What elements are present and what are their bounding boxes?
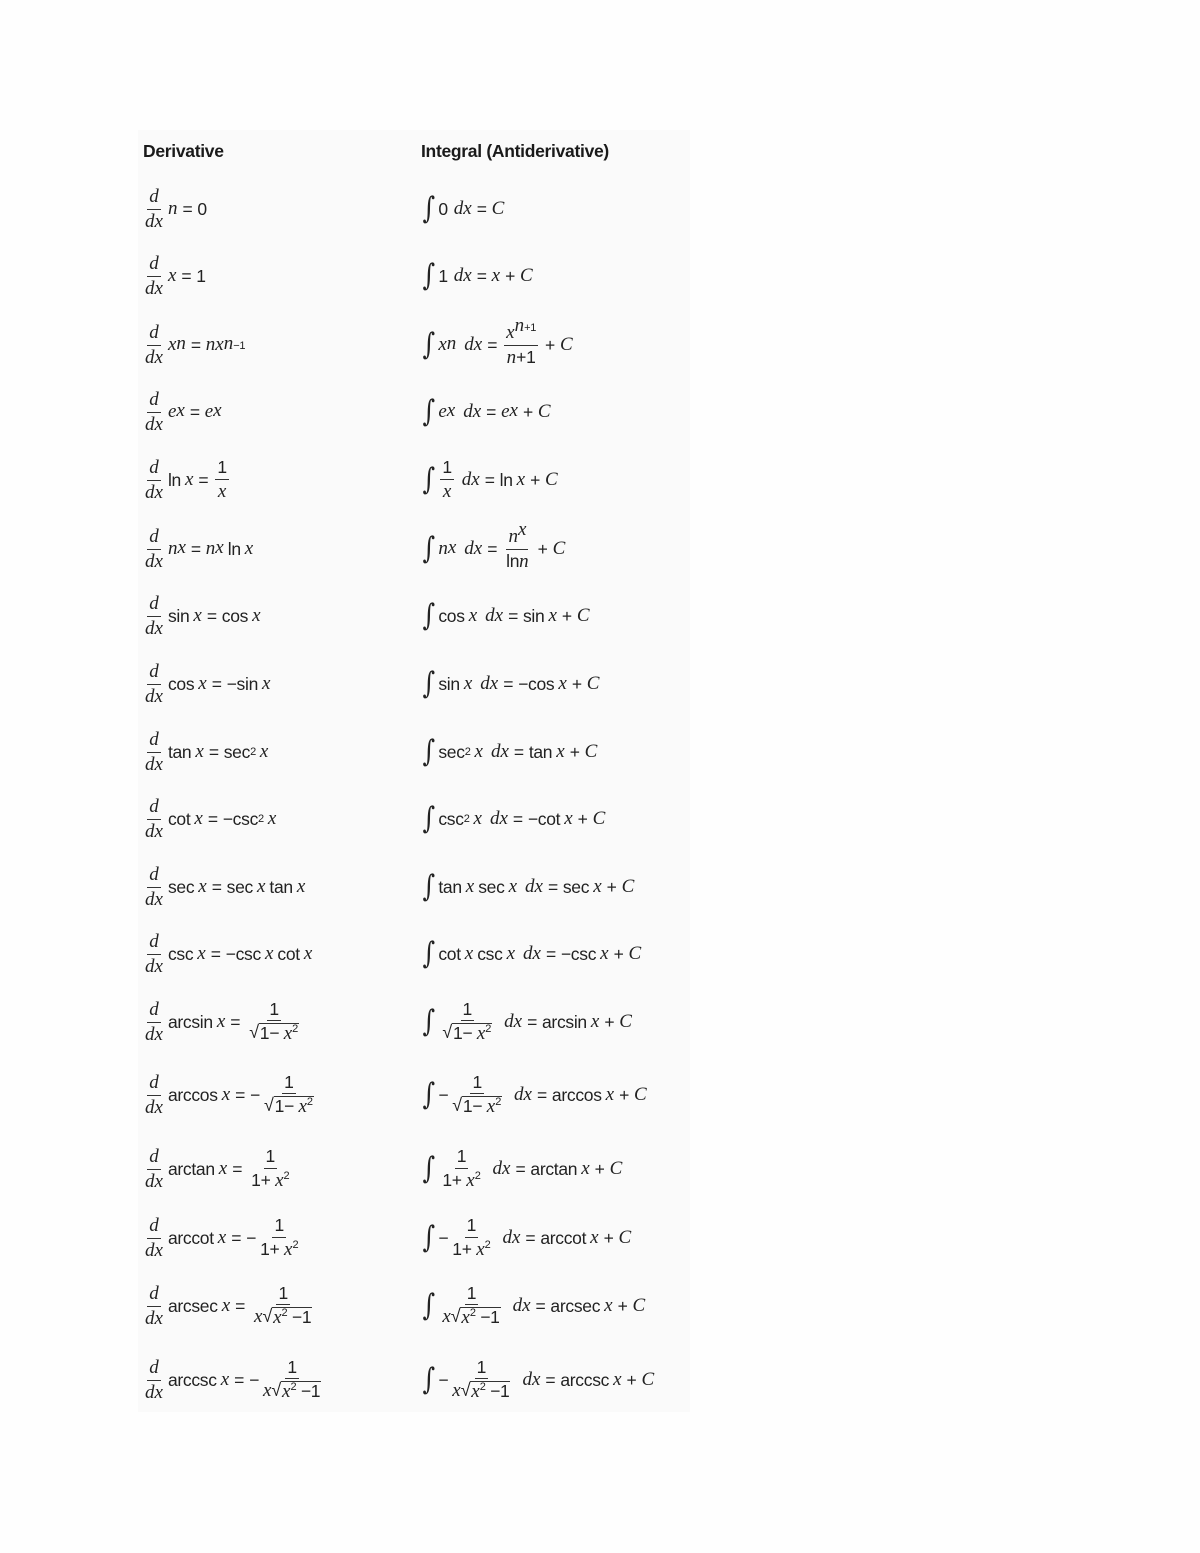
formula-row [143,249,703,303]
integral-formula: ∫ − 1 x √ $x^2 -1$ dx = arccsc x + C [422,1356,655,1403]
integral-formula: ∫ 1 √ $1- x^2$ dx = arcsin x + C [422,998,632,1045]
integral-formula: ∫ − $\frac{1}{1+ x^2}$ dx = arccot x + C [422,1215,632,1260]
derivative-formula: $\frac{d}{dx}$ csc x = −csc x cot x [145,930,313,977]
formula-row [143,518,703,576]
derivative-formula: $\frac{d}{dx}$ n x = n x ln x [145,525,254,572]
integral-formula: ∫ n x dx = $\frac{n^x}{\ln n}$ + C [422,518,566,572]
derivative-formula: $\frac{d}{dx}$ arcsin x = 1 √ $1- x^2$ [145,998,298,1045]
derivative-formula: $\frac{d}{dx}$ ln x = $\frac{1}{x}$ [145,456,227,503]
integral-formula: ∫ $\frac{1}{1+ x^2}$ dx = arctan x + C [422,1146,623,1191]
integral-formula: ∫ csc 2 x dx = −cot x + C [422,801,606,836]
formula-row [143,1279,703,1333]
integral-formula: ∫ x n dx = $\frac{x^{n+1}}{n+1}$ + C [422,314,573,368]
formula-row [143,792,703,846]
integral-formula: ∫ 0 dx = C [422,191,505,226]
derivative-formula: $\frac{d}{dx}$ cos x = −sin x [145,660,271,707]
derivative-formula: $\frac{d}{dx}$ cot x = −csc 2 x [145,795,277,842]
integral-formula: ∫ − 1 √ $1- x^2$ dx = arccos x + C [422,1071,647,1118]
formula-row [143,1353,703,1407]
derivative-formula: $\frac{d}{dx}$ x = 1 [145,252,206,299]
formula-row [143,725,703,779]
formula-row [143,453,703,507]
formula-row [143,657,703,711]
formula-row [143,385,703,439]
derivative-formula: $\frac{d}{dx}$ arccsc x = − 1 x √ $x^2 -1$ [145,1356,321,1403]
derivative-formula: $\frac{d}{dx}$ e x = e x [145,388,222,435]
formula-row [143,1068,703,1122]
integral-formula: ∫ $\frac{1}{x}$ dx = ln x + C [422,457,558,502]
derivative-formula: $\frac{d}{dx}$ n = 0 [145,185,207,232]
integral-column-header: Integral (Antiderivative) [421,141,609,161]
formula-row [143,314,703,372]
derivative-column-header: Derivative [143,141,224,161]
formula-row [143,995,703,1049]
integral-formula: ∫ 1 dx = x + C [422,258,533,293]
derivative-formula: $\frac{d}{dx}$ tan x = sec 2 x [145,728,269,775]
formula-row [143,1211,703,1265]
derivative-formula: $\frac{d}{dx}$ sin x = cos x [145,592,261,639]
derivative-formula: $\frac{d}{dx}$ arccos x = − 1 √ $1- x^2$ [145,1071,313,1118]
integral-formula: ∫ cos x dx = sin x + C [422,598,590,633]
formula-row [143,182,703,236]
derivative-formula: $\frac{d}{dx}$ x n = nx n−1 [145,321,246,368]
integral-formula: ∫ 1 x √ $x^2 -1$ dx = arcsec x + C [422,1282,646,1329]
integral-formula: ∫ e x dx = e x + C [422,394,551,429]
integral-formula: ∫ tan x sec x dx = sec x + C [422,869,635,904]
derivative-formula: $\frac{d}{dx}$ arcsec x = 1 x √ $x^2 -1$ [145,1282,312,1329]
integral-formula: ∫ sec 2 x dx = tan x + C [422,734,598,769]
integral-formula: ∫ cot x csc x dx = −csc x + C [422,936,642,971]
derivative-formula: $\frac{d}{dx}$ arctan x = $\frac{1}{1+ x^2}$ [145,1145,290,1192]
formula-row [143,1142,703,1196]
derivative-formula: $\frac{d}{dx}$ sec x = sec x tan x [145,863,306,910]
derivative-formula: $\frac{d}{dx}$ arccot x = − $\frac{1}{1+ x^2}$ [145,1214,299,1261]
formula-row [143,860,703,914]
formula-row [143,927,703,981]
integral-formula: ∫ sin x dx = −cos x + C [422,666,600,701]
formula-row [143,589,703,643]
